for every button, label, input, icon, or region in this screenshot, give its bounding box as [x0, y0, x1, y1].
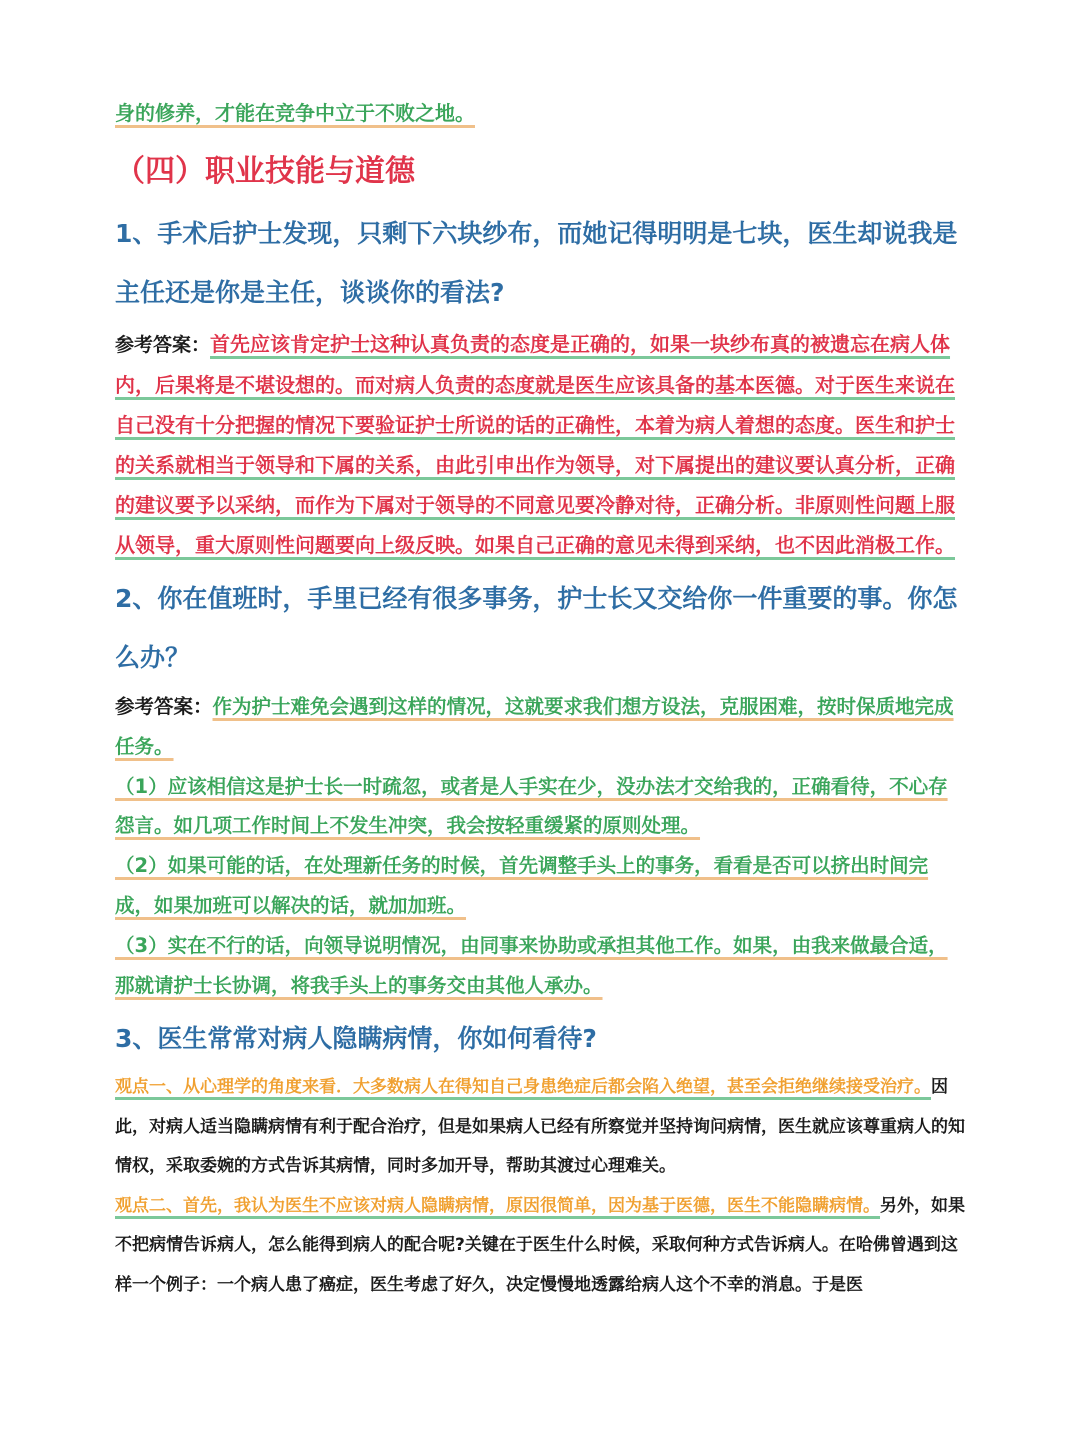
tail-text: 身的修养，才能在竞争中立于不败之地。 — [115, 101, 475, 125]
answer-2-text: 作为护士难免会遇到这样的情况，这就要求我们想方设法，克服困难，按时保质地完成任务。 — [115, 695, 954, 758]
answer-1-label: 参考答案： — [115, 334, 211, 356]
document-content — [115, 94, 967, 1305]
answer-2-point-3 — [115, 926, 967, 1006]
point-1-text: （1）应该相信这是护士长一时疏忽，或者是人手实在少，没办法才交给我的，正确看待，不心存怨言。如几项工作时间上不发生冲突，我会按轻重缓紧的原则处理。 — [115, 774, 948, 838]
view-2 — [115, 1187, 967, 1306]
previous-section-tail — [115, 94, 967, 132]
view-2-text: 另外，如果不把病情告诉病人，怎么能得到病人的配合呢?关键在于医生什么时候，采取何种方式告诉病人。在哈佛曾遇到这样一个例子：一个病人患了癌症，医生考虑了好久，决定慢慢地透露给病人这个不幸的消息。于是医 — [115, 1195, 965, 1295]
view-2-highlight: 观点二、首先，我认为医生不应该对病人隐瞒病情，原因很简单，因为基于医德，医生不能隐瞒病情。 — [115, 1195, 880, 1216]
answer-2-point-2 — [115, 846, 967, 926]
view-1-highlight: 观点一、从心理学的角度来看．大多数病人在得知自己身患绝症后都会陷入绝望，甚至会拒绝继续接受治疗。 — [115, 1077, 931, 1098]
question-2: 2、你在值班时，手里已经有很多事务，护士长又交给你一件重要的事。你怎么办？ — [115, 584, 958, 672]
view-1-text: 因此，对病人适当隐瞒病情有利于配合治疗，但是如果病人已经有所察觉并坚持询问病情，医生就应该尊重病人的知情权，采取委婉的方式告诉其病情，同时多加开导，帮助其渡过心理难关。 — [115, 1077, 965, 1177]
point-2-text: （2）如果可能的话，在处理新任务的时候，首先调整手头上的事务，看看是否可以挤出时间完成，如果加班可以解决的话，就加加班。 — [115, 854, 929, 917]
answer-2-point-1 — [115, 767, 967, 847]
question-3: 3、医生常常对病人隐瞒病情，你如何看待? — [115, 1024, 597, 1054]
answer-2-label: 参考答案： — [115, 695, 213, 718]
answer-2 — [115, 687, 967, 767]
section-title: （四）职业技能与道德 — [115, 154, 415, 189]
question-1: 1、手术后护士发现，只剩下六块纱布，而她记得明明是七块，医生却说我是主任还是你是主任，谈谈你的看法? — [115, 219, 958, 307]
point-3-text: （3）实在不行的话，向领导说明情况，由同事来协助或承担其他工作。如果，由我来做最合适，那就请护士长协调，将我手头上的事务交由其他人承办。 — [115, 933, 948, 997]
view-1 — [115, 1068, 967, 1187]
answer-1 — [115, 324, 967, 565]
answer-1-text: 首先应该肯定护士这种认真负责的态度是正确的，如果一块纱布真的被遗忘在病人体内，后果将是不堪设想的。而对病人负责的态度就是医生应该具备的基本医德。对于医生来说在自己没有十分把握的情况下要验证护士所说的话的正确性，本着为病人着想的态度。医生和护士的关系就相当于领导和下属的关系，由此引申出作为领导，对下属提出的建议要认真分析，正确的建议要予以采纳，而作为下属对于领导的不同意见要冷静对待，正确分析。非原则性问题上服从领导，重大原则性问题要向上级反映。如果自己正确的意见未得到采纳，也不因此消极工作。 — [115, 332, 955, 557]
